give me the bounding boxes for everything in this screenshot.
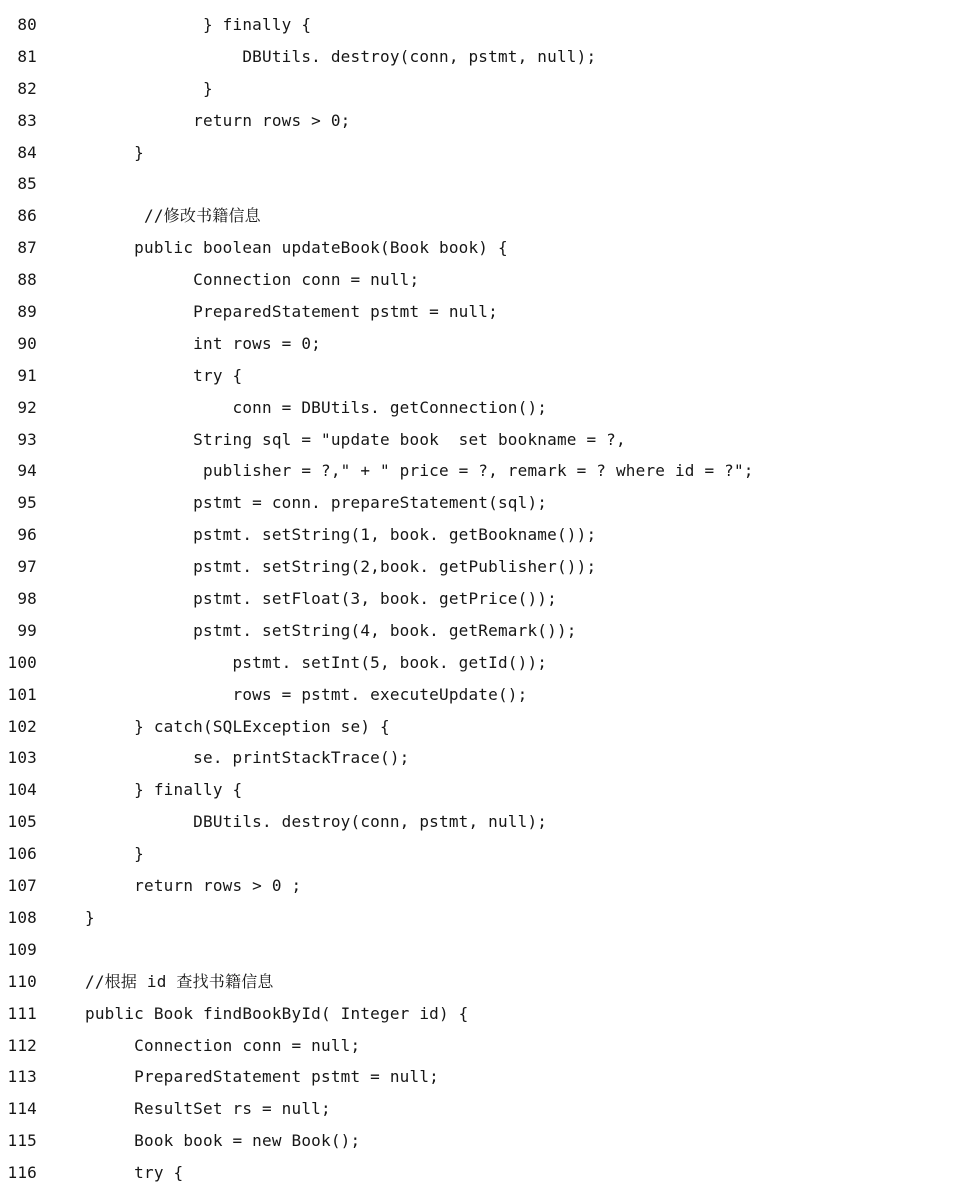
code-line: [0, 137, 969, 169]
line-number: 98: [17, 589, 37, 609]
code-text: DBUtils. destroy(conn, pstmt, null);: [85, 812, 548, 832]
code-text: public Book findBookById( Integer id) {: [85, 1003, 469, 1023]
code-line: [0, 838, 969, 870]
code-line: [0, 73, 969, 105]
code-line: [0, 455, 969, 487]
code-line: [0, 1093, 969, 1125]
line-number: 111: [7, 1003, 37, 1023]
code-text: //修改书籍信息: [85, 206, 261, 226]
code-text: PreparedStatement pstmt = null;: [85, 302, 498, 322]
code-text: Connection conn = null;: [85, 1035, 361, 1055]
line-number: 115: [7, 1131, 37, 1151]
code-line: [0, 264, 969, 296]
code-line: [0, 966, 969, 998]
code-text: } finally {: [85, 15, 312, 34]
line-number: 97: [17, 557, 37, 577]
code-line: [0, 934, 969, 966]
line-number: 113: [7, 1067, 37, 1087]
code-text: pstmt = conn. prepareStatement(sql);: [85, 493, 548, 513]
code-line: [0, 105, 969, 137]
code-line: [0, 392, 969, 424]
code-text: pstmt. setInt(5, book. getId());: [85, 652, 548, 672]
line-number: 105: [7, 812, 37, 832]
code-text: rows = pstmt. executeUpdate();: [85, 684, 528, 704]
code-text: //根据 id 查找书籍信息: [85, 971, 274, 991]
line-number: 95: [17, 493, 37, 513]
code-text: se. printStackTrace();: [85, 748, 410, 768]
code-text: }: [85, 142, 144, 162]
code-line: [0, 360, 969, 392]
code-text: pstmt. setString(2,book. getPublisher());: [85, 557, 597, 577]
code-line: [0, 1125, 969, 1157]
line-number: 83: [17, 110, 37, 130]
line-number: 102: [7, 716, 37, 736]
line-number: 93: [17, 429, 37, 449]
code-line: [0, 742, 969, 774]
code-text: publisher = ?," + " price = ?, remark = ? where id = ?";: [85, 461, 754, 481]
code-line: [0, 647, 969, 679]
code-line: [0, 1030, 969, 1062]
line-number: 90: [17, 333, 37, 353]
line-number: 94: [17, 461, 37, 481]
line-number: 112: [7, 1035, 37, 1055]
line-number: 110: [7, 971, 37, 991]
code-line: [0, 551, 969, 583]
code-text: } catch(SQLException se) {: [85, 716, 390, 736]
code-line: [0, 232, 969, 264]
code-text: String sql = "update book set bookname = ?,: [85, 429, 626, 449]
code-listing: [0, 9, 969, 1189]
code-text: int rows = 0;: [85, 333, 321, 353]
line-number: 106: [7, 844, 37, 864]
line-number: 96: [17, 525, 37, 545]
code-line: [0, 583, 969, 615]
code-line: [0, 9, 969, 41]
code-text: }: [85, 844, 144, 864]
line-number: 114: [7, 1099, 37, 1119]
code-text: try {: [85, 1163, 184, 1183]
code-line: [0, 615, 969, 647]
code-line: [0, 806, 969, 838]
line-number: 81: [17, 46, 37, 66]
code-text: pstmt. setString(4, book. getRemark());: [85, 620, 577, 640]
line-number: 89: [17, 302, 37, 322]
code-line: [0, 1157, 969, 1189]
line-number: 99: [17, 620, 37, 640]
code-text: try {: [85, 365, 243, 385]
code-line: [0, 902, 969, 934]
code-text: Connection conn = null;: [85, 270, 420, 290]
line-number: 88: [17, 270, 37, 290]
code-line: [0, 41, 969, 73]
code-text: } finally {: [85, 780, 243, 800]
code-line: [0, 487, 969, 519]
line-number: 84: [17, 142, 37, 162]
code-text: }: [85, 907, 95, 927]
line-number: 101: [7, 684, 37, 704]
line-number: 92: [17, 397, 37, 417]
line-number: 109: [7, 939, 37, 959]
code-line: [0, 424, 969, 456]
code-text: }: [85, 78, 213, 98]
line-number: 85: [17, 174, 37, 194]
code-line: [0, 519, 969, 551]
code-text: ResultSet rs = null;: [85, 1099, 331, 1119]
code-text: Book book = new Book();: [85, 1131, 361, 1151]
line-number: 108: [7, 907, 37, 927]
line-number: 104: [7, 780, 37, 800]
code-text: PreparedStatement pstmt = null;: [85, 1067, 439, 1087]
line-number: 87: [17, 238, 37, 258]
code-line: [0, 296, 969, 328]
code-text: DBUtils. destroy(conn, pstmt, null);: [85, 46, 597, 66]
code-line: [0, 774, 969, 806]
code-text: pstmt. setFloat(3, book. getPrice());: [85, 589, 557, 609]
code-text: [37, 168, 85, 200]
line-number: 80: [17, 15, 37, 34]
line-number: 82: [17, 78, 37, 98]
code-line: [0, 711, 969, 743]
code-text: conn = DBUtils. getConnection();: [85, 397, 548, 417]
code-line: [0, 679, 969, 711]
code-text: pstmt. setString(1, book. getBookname());: [85, 525, 597, 545]
code-line: [0, 998, 969, 1030]
code-line: [0, 328, 969, 360]
code-line: [0, 200, 969, 232]
code-line: [0, 168, 969, 200]
code-line: [0, 1061, 969, 1093]
code-text: return rows > 0;: [85, 110, 351, 130]
code-text: return rows > 0 ;: [85, 876, 302, 896]
code-text: [37, 934, 85, 966]
line-number: 91: [17, 365, 37, 385]
line-number: 116: [7, 1163, 37, 1183]
code-line: [0, 870, 969, 902]
line-number: 103: [7, 748, 37, 768]
code-text: public boolean updateBook(Book book) {: [85, 238, 508, 258]
line-number: 100: [7, 652, 37, 672]
line-number: 107: [7, 876, 37, 896]
line-number: 86: [17, 206, 37, 226]
